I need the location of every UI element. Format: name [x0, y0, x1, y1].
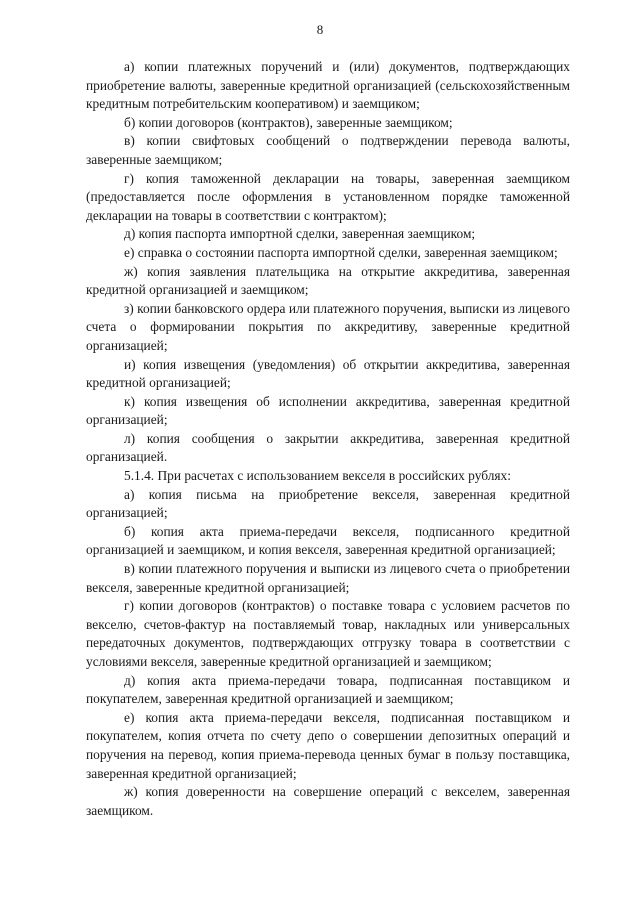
paragraph: б) копия акта приема-передачи векселя, подписанного кредитной организацией и заемщиком, и копия векселя, заверенная кредитной организацией; — [86, 523, 570, 558]
paragraph: д) копия акта приема-передачи товара, подписанная поставщиком и покупателем, заверенная кредитной организацией и заемщиком; — [86, 672, 570, 707]
paragraph: г) копии договоров (контрактов) о поставке товара с условием расчетов по векселю, счетов-фактур на поставляемый товар, накладных или универсальных передаточных документов, подтверждающих отгрузку товара в соответствии с условиями векселя, заверенные кредитной организацией и заемщиком; — [86, 598, 570, 669]
paragraph: ж) копия заявления плательщика на открытие аккредитива, заверенная кредитной организацией и заемщиком; — [86, 263, 570, 298]
paragraph: е) копия акта приема-передачи векселя, подписанная поставщиком и покупателем, копия отчета по счету депо о совершении депозитных операций и поручения на перевод, копия приема-перевода ценных бумаг в пользу поставщика, заверенная кредитной организацией; — [86, 709, 570, 781]
paragraph: д) копия паспорта импортной сделки, заверенная заемщиком; — [124, 226, 476, 242]
paragraph: к) копия извещения об исполнении аккредитива, заверенная кредитной организацией; — [86, 393, 570, 428]
paragraph: б) копии договоров (контрактов), заверенные заемщиком; — [124, 114, 453, 130]
paragraph: е) справка о состоянии паспорта импортной сделки, заверенная заемщиком; — [124, 244, 558, 260]
paragraph: в) копии платежного поручения и выписки из лицевого счета о приобретении векселя, заверенные кредитной организацией; — [86, 561, 570, 595]
paragraph: ж) копия доверенности на совершение операций с векселем, заверенная заемщиком. — [86, 784, 570, 818]
section-heading: 5.1.4. При расчетах с использованием векселя в российских рублях: — [124, 468, 511, 484]
paragraph: л) копия сообщения о закрытии аккредитива, заверенная кредитной организацией. — [86, 430, 570, 465]
paragraph: и) копия извещения (уведомления) об открытии аккредитива, заверенная кредитной организацией; — [86, 356, 570, 391]
paragraph: в) копии свифтовых сообщений о подтверждении перевода валюты, заверенные заемщиком; — [86, 133, 570, 167]
document-body — [86, 58, 570, 820]
paragraph: а) копии платежных поручений и (или) документов, подтверждающих приобретение валюты, заверенные кредитной организацией (сельскохозяйственным кредитным потребительским кооперативом) и заемщиком; — [86, 59, 570, 112]
paragraph: а) копия письма на приобретение векселя, заверенная кредитной организацией; — [86, 486, 570, 521]
paragraph: з) копии банковского ордера или платежного поручения, выписки из лицевого счета о формировании покрытия по аккредитиву, заверенные кредитной организацией; — [86, 300, 570, 353]
page-number: 8 — [316, 22, 324, 37]
paragraph: г) копия таможенной декларации на товары, заверенная заемщиком (предоставляется после оформления в установленном порядке таможенной декларации на товары в соответствии с контрактом); — [86, 170, 570, 223]
